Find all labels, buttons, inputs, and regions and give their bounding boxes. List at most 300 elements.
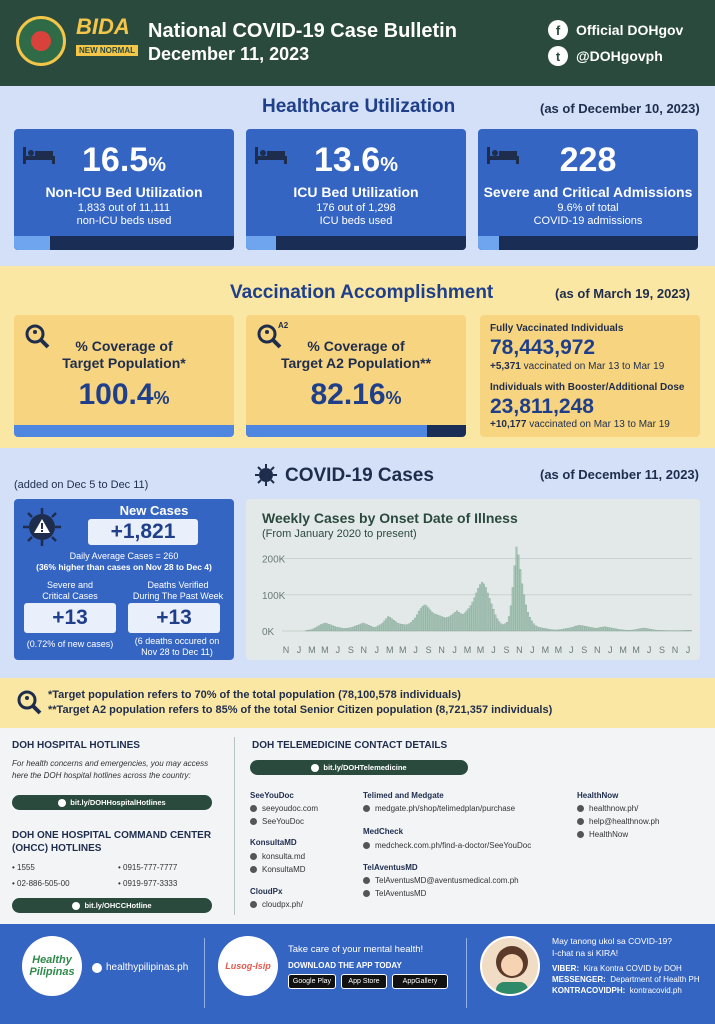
deaths-value: +13 xyxy=(128,603,220,633)
kira-chat: I-chat na si KIRA! xyxy=(552,948,619,958)
chart-bar xyxy=(397,623,399,631)
chart-bar xyxy=(313,629,315,631)
chart-bar xyxy=(558,630,560,631)
bida-logo-text: BIDA xyxy=(76,14,130,39)
chart-bar xyxy=(468,609,470,631)
chart-bar xyxy=(380,624,382,631)
chart-bar xyxy=(470,606,472,631)
telemedicine-link[interactable]: bit.ly/DOHTelemedicine xyxy=(250,760,468,775)
chart-bar xyxy=(428,608,430,631)
chart-bar xyxy=(663,630,665,631)
healthcare-card xyxy=(478,129,698,250)
cloudpx-mail[interactable]: cloudpx.ph/ xyxy=(250,900,303,909)
chart-bar xyxy=(610,628,612,631)
ohcc-title: DOH ONE HOSPITAL COMMAND CENTER (OHCC) HOTLINES xyxy=(12,830,212,854)
chart-bar xyxy=(541,628,543,631)
chart-bar xyxy=(589,627,591,631)
mail-icon xyxy=(363,877,370,884)
chart-x-tick: M xyxy=(321,645,329,655)
booster-value: 23,811,248 xyxy=(490,395,594,418)
header xyxy=(0,0,715,86)
healthy-pilipinas-site[interactable]: healthypilipinas.ph xyxy=(92,962,188,973)
chart-bar xyxy=(613,628,615,631)
chart-bar xyxy=(535,626,537,631)
app-gallery-button[interactable]: AppGallery xyxy=(392,974,448,989)
healthcare-card-bar-fill xyxy=(246,236,276,250)
chart-bar xyxy=(686,630,688,631)
chart-bar xyxy=(339,628,341,631)
healthcare-card-bar-fill xyxy=(14,236,50,250)
globe-icon xyxy=(250,805,257,812)
notes-section xyxy=(0,678,715,728)
chart-bar xyxy=(606,627,608,631)
doh-seal-logo xyxy=(16,16,66,66)
globe-icon xyxy=(92,963,102,973)
chart-bar xyxy=(485,588,487,632)
chart-bar xyxy=(500,624,502,631)
chart-bar xyxy=(590,627,592,631)
hospital-hotlines-title: DOH HOSPITAL HOTLINES xyxy=(12,740,140,751)
chart-bar xyxy=(481,582,483,631)
chart-bar xyxy=(412,620,414,631)
weekly-cases-chart xyxy=(246,499,700,660)
chart-bar xyxy=(560,630,562,631)
chart-bar xyxy=(533,624,535,631)
healthcare-card-label: ICU Bed Utilization xyxy=(293,184,419,200)
fully-vaccinated-value: 78,443,972 xyxy=(490,336,596,359)
chart-bar xyxy=(575,626,577,631)
virus-warning-icon xyxy=(22,507,62,547)
chart-bar xyxy=(334,626,336,631)
chart-bar xyxy=(426,606,428,631)
chart-bar xyxy=(410,622,412,631)
chart-bar xyxy=(424,605,426,631)
chart-plot xyxy=(246,499,700,660)
chart-bar xyxy=(592,628,594,631)
telaventus-mail[interactable]: TelAventusMD@aventusmedical.com.ph xyxy=(363,876,519,885)
chart-bar xyxy=(472,602,474,631)
konsulta-site[interactable]: konsulta.md xyxy=(250,852,305,861)
chart-subtitle: (From January 2020 to present) xyxy=(262,528,417,540)
mail-icon xyxy=(250,853,257,860)
chart-bar xyxy=(403,624,405,631)
chart-x-tick: M xyxy=(398,645,407,655)
chart-bar xyxy=(642,628,644,631)
chart-bar xyxy=(681,630,683,631)
medcheck-name: MedCheck xyxy=(363,827,404,836)
healthcare-card-bar xyxy=(246,236,466,250)
chart-bar xyxy=(316,627,318,631)
chart-bar xyxy=(585,626,587,631)
chart-bar xyxy=(690,630,692,631)
facebook-label: Official DOHgov xyxy=(576,22,684,38)
chart-bar xyxy=(567,628,569,631)
chart-bar xyxy=(364,624,366,631)
vaccination-as-of: (as of March 19, 2023) xyxy=(555,286,691,301)
chart-bar xyxy=(399,624,401,631)
chart-bar xyxy=(520,569,522,631)
chart-x-tick: M xyxy=(476,645,485,655)
chart-x-tick: N xyxy=(671,645,679,655)
chart-x-tick: N xyxy=(593,645,601,655)
google-play-button[interactable]: Google Play xyxy=(288,974,336,989)
magnifier-icon xyxy=(16,689,42,715)
chart-bar xyxy=(476,593,478,631)
chart-bar xyxy=(512,588,514,632)
bida-logo xyxy=(76,14,138,66)
konsulta-messenger[interactable]: KonsultaMD xyxy=(250,865,306,874)
severe-note: (0.72% of new cases) xyxy=(26,639,114,649)
cloudpx-name: CloudPx xyxy=(250,887,283,896)
chart-x-tick: J xyxy=(413,645,418,655)
phone-icon xyxy=(577,831,584,838)
chart-bar xyxy=(543,628,545,631)
seeyoudoc-site[interactable]: seeyoudoc.com xyxy=(250,804,318,813)
chart-x-tick: N xyxy=(282,645,290,655)
mental-health-text: Take care of your mental health! xyxy=(288,944,424,955)
chart-bar xyxy=(615,629,617,631)
chart-bar xyxy=(362,623,364,631)
chart-bar xyxy=(435,614,437,631)
chart-x-tick: S xyxy=(503,645,510,655)
kontracovid-contact[interactable]: KONTRACOVIDPH: kontracovid.ph xyxy=(552,986,682,995)
lusog-isip-logo: Lusog-Isip xyxy=(218,936,278,996)
chart-bar xyxy=(627,630,629,631)
chart-bar xyxy=(320,624,322,631)
chart-bar xyxy=(539,627,541,631)
mail-icon xyxy=(363,842,370,849)
chart-bar xyxy=(430,610,432,631)
chart-bar xyxy=(602,627,604,631)
chart-bar xyxy=(420,609,422,631)
messenger-icon xyxy=(250,866,257,873)
telaventus-messenger[interactable]: TelAventusMD xyxy=(363,889,426,898)
chart-bar xyxy=(631,630,633,631)
healthcare-card-sub: 9.6% of total COVID-19 admissions xyxy=(533,202,643,227)
healthcare-card-value: 13.6% xyxy=(314,141,398,179)
chart-bar xyxy=(454,612,456,631)
coverage-a2-card xyxy=(246,315,466,437)
chart-bar xyxy=(571,627,573,631)
chart-bar xyxy=(550,630,552,631)
chart-x-tick: J xyxy=(491,645,496,655)
chart-bar xyxy=(464,613,466,631)
chart-bar xyxy=(619,630,621,631)
chart-bar xyxy=(506,622,508,631)
chart-bar xyxy=(556,630,558,631)
medcheck-site[interactable]: medcheck.com.ph/find-a-doctor/SeeYouDoc xyxy=(363,841,531,850)
chart-bar xyxy=(583,626,585,631)
chart-x-tick: M xyxy=(554,645,563,655)
chart-x-tick: N xyxy=(438,645,445,655)
chart-bar xyxy=(489,598,491,631)
chart-bar xyxy=(385,619,387,631)
added-on-note: (added on Dec 5 to Dec 11) xyxy=(14,479,149,491)
chart-bar xyxy=(573,627,575,631)
chart-bar xyxy=(414,618,416,631)
chart-bar xyxy=(581,626,583,631)
chart-bar xyxy=(418,611,420,631)
chart-bar xyxy=(462,614,464,631)
chart-bar xyxy=(554,630,556,631)
coverage-target-label: % Coverage of Target Population* xyxy=(62,338,186,371)
facebook-link[interactable] xyxy=(548,20,683,40)
chart-bar xyxy=(577,626,579,631)
healthcare-card-label: Severe and Critical Admissions xyxy=(483,184,693,200)
chart-bar xyxy=(408,624,410,631)
chart-bar xyxy=(382,623,384,631)
chart-bar xyxy=(487,593,489,631)
chart-bar xyxy=(623,630,625,631)
chart-bar xyxy=(453,614,455,631)
chart-bar xyxy=(564,629,566,631)
chart-bar xyxy=(635,630,637,631)
bulletin-title: National COVID-19 Case Bulletin xyxy=(148,20,457,42)
chart-bar xyxy=(322,624,324,631)
chart-bar xyxy=(493,609,495,631)
healthcare-card-sub: 1,833 out of 11,111 non-ICU beds used xyxy=(76,202,172,227)
healthnow-app[interactable]: HealthNow xyxy=(577,830,628,839)
chart-bar xyxy=(617,629,619,631)
twitter-link[interactable] xyxy=(548,46,663,66)
chart-bar xyxy=(658,630,660,631)
chart-bar xyxy=(648,629,650,631)
chart-bar xyxy=(594,628,596,631)
new-cases-card xyxy=(14,499,234,660)
chart-x-tick: J xyxy=(452,645,457,655)
bulletin-date: December 11, 2023 xyxy=(148,44,310,64)
chart-bar xyxy=(324,623,326,631)
chart-x-tick: M xyxy=(632,645,640,655)
chart-x-tick: J xyxy=(607,645,613,655)
chart-title: Weekly Cases by Onset Date of Illness xyxy=(262,510,518,526)
telaventus-name: TelAventusMD xyxy=(363,863,418,872)
healthcare-card xyxy=(14,129,234,250)
covid-cases-title: COVID-19 Cases xyxy=(285,465,434,486)
chart-x-tick: S xyxy=(347,645,354,655)
chart-bar xyxy=(347,628,349,631)
telimed-name: Telimed and Medgate xyxy=(363,791,444,800)
chart-bar xyxy=(569,628,571,631)
chart-x-tick: J xyxy=(646,645,652,655)
chart-x-tick: J xyxy=(569,645,574,655)
deaths-note: (6 deaths occured on Nov 28 to Dec 11) xyxy=(134,636,220,657)
mail-icon xyxy=(577,818,584,825)
new-cases-title: New Cases xyxy=(119,503,189,518)
chart-bar xyxy=(531,621,533,631)
chart-bar xyxy=(650,629,652,631)
chart-bar xyxy=(629,630,631,631)
chart-bar xyxy=(336,627,338,631)
chart-bar xyxy=(341,628,343,631)
messenger-icon xyxy=(363,890,370,897)
mail-icon xyxy=(250,901,257,908)
twitter-label: @DOHgovph xyxy=(576,48,663,64)
chart-y-tick: 0K xyxy=(262,627,275,638)
coverage-target-bar xyxy=(14,425,234,437)
chart-bar xyxy=(529,617,531,631)
hospital-hotlines-link[interactable]: bit.ly/DOHHospitalHotlines xyxy=(12,795,212,810)
chart-bar xyxy=(566,628,568,631)
viber-contact[interactable]: VIBER: Kira Kontra COVID by DOH xyxy=(552,964,682,973)
chart-y-tick: 100K xyxy=(262,590,286,602)
hospital-hotlines-desc: For health concerns and emergencies, you may access here the DOH hospital hotlines across the country: xyxy=(12,759,209,780)
vaccination-title: Vaccination Accomplishment xyxy=(230,282,494,303)
footer-divider xyxy=(204,938,205,1008)
chart-bar xyxy=(460,614,462,631)
chart-bar xyxy=(416,615,418,631)
chart-bar xyxy=(600,627,602,631)
chart-bar xyxy=(357,625,359,631)
severe-label: Severe and Critical Cases xyxy=(42,580,98,601)
kira-question: May tanong ukol sa COVID-19? xyxy=(552,936,673,946)
chart-bar xyxy=(621,630,623,631)
chart-bar xyxy=(510,606,512,631)
chart-bar xyxy=(447,617,449,631)
fully-vaccinated-label: Fully Vaccinated Individuals xyxy=(490,323,624,334)
healthcare-card-bar-fill xyxy=(478,236,499,250)
healthcare-card-sub: 176 out of 1,298 ICU beds used xyxy=(316,202,396,227)
healthcare-card-label: Non-ICU Bed Utilization xyxy=(45,184,203,200)
chart-x-tick: J xyxy=(530,645,535,655)
chart-bar xyxy=(495,615,497,631)
ohcc-number-2[interactable]: • 0915-777-7777 xyxy=(118,863,178,872)
healthcare-card-value: 228 xyxy=(559,141,617,179)
messenger-contact[interactable]: MESSENGER: Department of Health PH xyxy=(552,975,700,984)
note-a2-population: **Target A2 population refers to 85% of the total Senior Citizen population (8,721,357 individuals) xyxy=(48,704,553,716)
deaths-label: Deaths Verified During The Past Week xyxy=(132,580,224,601)
ohcc-number-3[interactable]: • 02-886-505-00 xyxy=(12,879,70,888)
plus-icon xyxy=(72,902,80,910)
chart-bar xyxy=(625,630,627,631)
link-icon xyxy=(58,799,66,807)
konsulta-name: KonsultaMD xyxy=(250,838,297,847)
divider xyxy=(234,737,235,915)
chart-x-tick: M xyxy=(308,645,316,655)
chart-bar xyxy=(477,588,479,631)
globe-icon xyxy=(577,805,584,812)
coverage-target-card xyxy=(14,315,234,437)
chart-bar xyxy=(449,617,451,632)
telimed-site[interactable]: medgate.ph/shop/telimedplan/purchase xyxy=(363,804,515,813)
chart-bar xyxy=(598,628,600,631)
chart-bar xyxy=(546,629,548,631)
new-cases-value: +1,821 xyxy=(88,519,198,545)
coverage-a2-value: 82.16% xyxy=(310,378,402,411)
chart-bar xyxy=(445,618,447,631)
chart-x-tick: J xyxy=(296,645,302,655)
chart-bar xyxy=(466,611,468,631)
ohcc-hotline-link[interactable]: bit.ly/OHCCHotline xyxy=(12,898,212,913)
chart-bar xyxy=(345,628,347,631)
chart-bar xyxy=(518,555,520,631)
chart-bar xyxy=(328,624,330,631)
chart-bar xyxy=(343,628,345,631)
healthcare-card-bar xyxy=(478,236,698,250)
chart-x-tick: N xyxy=(516,645,523,655)
link-icon xyxy=(311,764,319,772)
mail-icon xyxy=(363,805,370,812)
chart-bar xyxy=(665,630,667,631)
ohcc-number-1[interactable]: • 1555 xyxy=(12,863,35,872)
chart-bar xyxy=(353,627,355,631)
footer-divider xyxy=(466,938,467,1008)
chart-bar xyxy=(451,615,453,631)
chart-bar xyxy=(361,624,363,631)
coverage-a2-bar xyxy=(246,425,466,437)
telemedicine-title: DOH TELEMEDICINE CONTACT DETAILS xyxy=(252,740,448,751)
chart-bar xyxy=(378,626,380,631)
chart-bar xyxy=(349,628,351,631)
chart-bar xyxy=(504,624,506,631)
app-store-button[interactable]: App Store xyxy=(341,974,387,989)
healthnow-mail[interactable]: help@healthnow.ph xyxy=(577,817,659,826)
chart-bar xyxy=(633,630,635,631)
chart-bar xyxy=(654,630,656,631)
chart-bar xyxy=(656,630,658,631)
chart-x-tick: J xyxy=(685,645,691,655)
chart-x-tick: M xyxy=(463,645,472,655)
chart-bar xyxy=(525,605,527,631)
chart-bar xyxy=(688,630,690,631)
booster-label: Individuals with Booster/Additional Dose xyxy=(490,382,685,393)
case-comparison: (36% higher than cases on Nov 28 to Dec 4) xyxy=(36,562,212,572)
chart-bar xyxy=(638,629,640,631)
seeyoudoc-messenger[interactable]: SeeYouDoc xyxy=(250,817,304,826)
severe-value: +13 xyxy=(24,603,116,633)
chart-bar xyxy=(491,604,493,631)
chart-bar xyxy=(537,627,539,631)
chart-bar xyxy=(441,617,443,632)
chart-bar xyxy=(483,584,485,631)
booster-delta: +10,177 vaccinated on Mar 13 to Mar 19 xyxy=(490,419,670,430)
chart-bar xyxy=(318,626,320,631)
healthnow-name: HealthNow xyxy=(577,791,619,800)
chart-bar xyxy=(405,625,407,631)
ohcc-number-4[interactable]: • 0919-977-3333 xyxy=(118,879,178,888)
chart-bar xyxy=(596,628,598,631)
chart-x-tick: N xyxy=(360,645,368,655)
chart-x-tick: M xyxy=(541,645,550,655)
chart-bar xyxy=(659,630,661,631)
chart-bar xyxy=(527,612,529,631)
healthnow-site[interactable]: healthnow.ph/ xyxy=(577,804,638,813)
chart-bar xyxy=(516,547,518,631)
chart-bar xyxy=(395,622,397,631)
chart-bar xyxy=(384,621,386,631)
chart-bar xyxy=(458,612,460,631)
chart-bar xyxy=(366,624,368,631)
chart-bar xyxy=(307,630,309,631)
healthcare-card-bar xyxy=(14,236,234,250)
chart-bar xyxy=(521,584,523,631)
note-target-population: *Target population refers to 70% of the total population (78,100,578 individuals) xyxy=(48,689,461,701)
download-app-text: DOWNLOAD THE APP TODAY xyxy=(288,961,402,970)
chart-bar xyxy=(682,630,684,631)
chart-bar xyxy=(497,619,499,631)
chart-bar xyxy=(514,566,516,631)
chart-bar xyxy=(332,626,334,631)
chart-bar xyxy=(422,606,424,631)
chart-bar xyxy=(393,620,395,631)
twitter-icon: t xyxy=(548,46,568,66)
chart-bar xyxy=(474,598,476,631)
healthcare-card-value: 16.5% xyxy=(82,141,166,179)
chart-bar xyxy=(330,625,332,631)
chart-bar xyxy=(311,630,313,631)
chart-x-tick: J xyxy=(374,645,380,655)
coverage-a2-label: % Coverage of Target A2 Population** xyxy=(280,338,432,371)
